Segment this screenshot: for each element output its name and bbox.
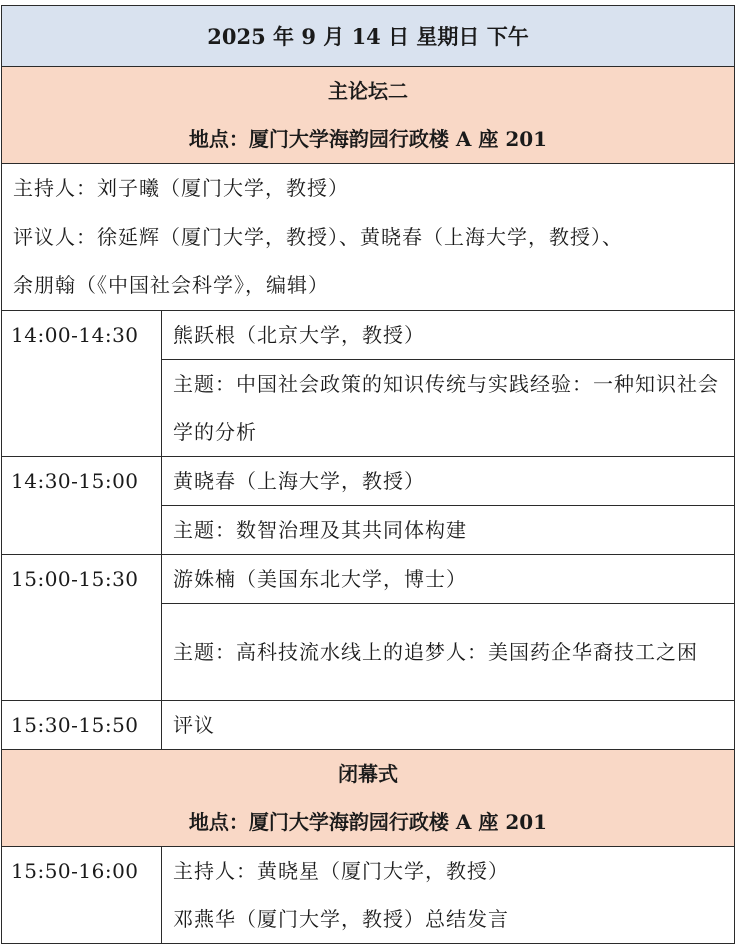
date-header-row: [2, 6, 735, 67]
date-header: 2025 年 9 月 14 日 星期日 下午: [2, 6, 735, 67]
closing-title: 闭幕式: [338, 761, 398, 786]
forum2-location: 地点：厦门大学海韵园行政楼 A 座 201: [188, 127, 548, 151]
closing-time: 15:50-16:00: [2, 846, 162, 943]
session-row: [2, 700, 735, 749]
forum2-header: [2, 67, 735, 164]
closing-summary: 邓燕华（厦门大学，教授）总结发言: [162, 895, 735, 944]
session-time: 14:00-14:30: [2, 310, 162, 456]
session-time: 15:30-15:50: [2, 700, 162, 749]
forum2-info: [2, 164, 735, 311]
session-row: [2, 554, 735, 603]
session-topic: 主题：高科技流水线上的追梦人：美国药企华裔技工之困: [162, 603, 735, 700]
closing-host: 主持人：黄晓星（厦门大学，教授）: [162, 846, 735, 895]
session-time: 15:00-15:30: [2, 554, 162, 700]
forum2-title: 主论坛二: [328, 79, 408, 103]
session-speaker: 黄晓春（上海大学，教授）: [162, 456, 735, 505]
forum2-header-row: [2, 67, 735, 164]
session-speaker: 游姝楠（美国东北大学，博士）: [162, 554, 735, 603]
session-topic: 主题：中国社会政策的知识传统与实践经验：一种知识社会学的分析: [162, 359, 735, 456]
forum2-info-row: [2, 164, 735, 311]
session-speaker: 熊跃根（北京大学，教授）: [162, 310, 735, 359]
closing-location: 地点：厦门大学海韵园行政楼 A 座 201: [188, 809, 548, 834]
forum2-commentators-line2: 余朋翰（《中国社会科学》，编辑）: [13, 273, 329, 297]
schedule-table: [1, 5, 735, 944]
session-speaker: 评议: [162, 700, 735, 749]
forum2-commentators-line1: 评议人：徐延辉（厦门大学，教授）、黄晓春（上海大学，教授）、: [13, 224, 623, 249]
session-row: [2, 310, 735, 359]
session-topic: 主题：数智治理及其共同体构建: [162, 505, 735, 554]
closing-header-row: [2, 749, 735, 846]
session-time: 14:30-15:00: [2, 456, 162, 554]
closing-header: [2, 749, 735, 846]
forum2-host: 主持人：刘子曦（厦门大学，教授）: [13, 176, 349, 200]
closing-row: [2, 846, 735, 895]
session-row: [2, 456, 735, 505]
